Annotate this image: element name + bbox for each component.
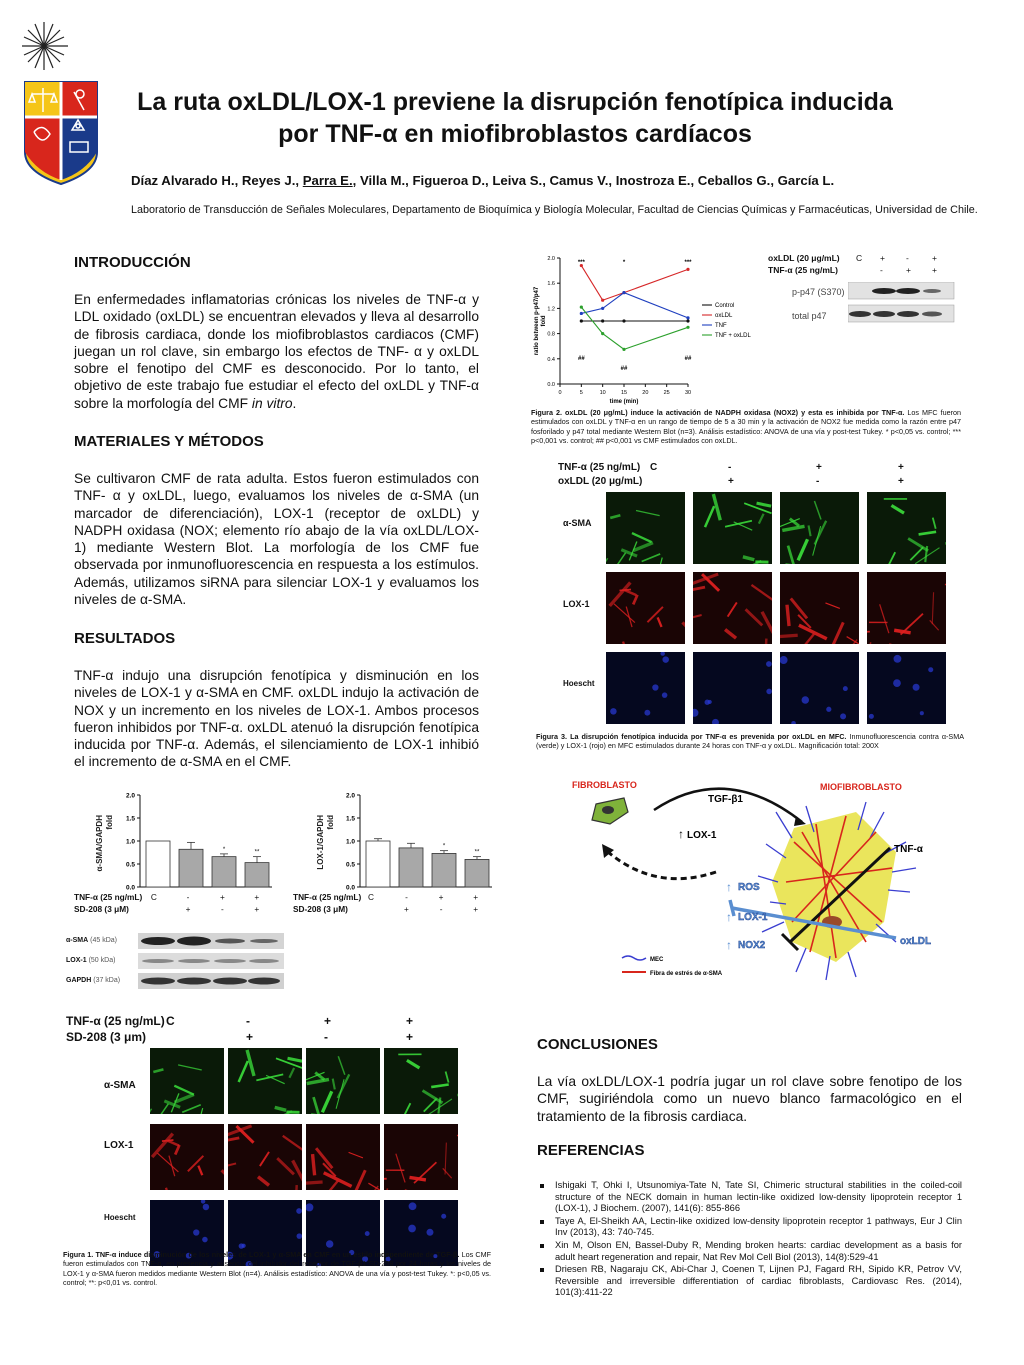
lox-chart-ytick-label: 0.5	[345, 861, 355, 869]
lox-chart-ytick-label: 0.0	[345, 884, 355, 892]
p47-point	[580, 319, 583, 322]
fig1-blot-gapdh: GAPDH	[66, 977, 92, 984]
fig1b-sd-2: +	[473, 904, 479, 914]
p47-ylabel: ratio between p-p47/p47	[534, 286, 540, 356]
chart1-ylabel	[95, 815, 104, 872]
p47-point	[580, 312, 583, 315]
fig1-blot-gapdh-kda: (37 kDa)	[93, 977, 121, 984]
fig3-asma-label: α-SMA	[563, 518, 592, 528]
fig1-sd-0: +	[185, 904, 191, 914]
methods-text: Se cultivaron CMF de rata adulta. Estos fueron estimulados con TNF- α y oxLDL, luego, evaluamos los niveles de α-SMA (un marcador de diferenciación), LOX-1 (receptor de oxLDL) y NADPH oxidasa (NOX; elemento río abajo de la vía oxLDL/LOX-1) mediante Western Blot. La morfología de los CMF fue observada por inmunofluorescencia en respuesta a los estímulos. Además, utilizamos siRNA para silenciar LOX-1 y evaluamos los niveles de α-SMA.	[74, 471, 479, 608]
micrograph-tile	[606, 492, 685, 564]
diagram-tgf: TGF-β1	[708, 794, 743, 805]
p47-point	[622, 291, 625, 294]
diagram-oxldl: oxLDL	[900, 936, 932, 947]
micrograph-tile	[693, 492, 772, 564]
results-heading: RESULTADOS	[74, 630, 176, 647]
diagram-miofibroblasto: MIOFIBROBLASTO	[820, 782, 902, 792]
p47-ytick-label: 0.4	[547, 356, 555, 363]
p47-ytick-label: 1.6	[547, 281, 555, 288]
p47-xtick-label: 20	[642, 390, 649, 396]
p47-xlabel: time (min)	[609, 399, 639, 405]
p47-xtick-label: 10	[599, 390, 606, 396]
affiliation: Laboratorio de Transducción de Señales Moleculares, Departamento de Bioquímica y Biología Molecular, Facultad de Ciencias Químicas y Farmacéuticas, Universidad de Chile.	[131, 204, 978, 216]
fig1-tnf-1: +	[219, 892, 225, 902]
reference-item: Xin M, Olson EN, Bassel-Duby R, Mending broken hearts: cardiac development as a basis for adult heart regeneration and repair, Nat Rev Mol Cell Biol (2013), 14(8):529-41	[538, 1240, 962, 1263]
p47-series-line	[581, 293, 688, 318]
authors	[131, 173, 991, 188]
fig1-micro-header	[66, 1014, 466, 1044]
fig3-caption-bold: Figura 3. La disrupción fenotípica inducida por TNF-α es prevenida por oxLDL en MFC.	[536, 732, 847, 741]
micrograph-tile	[867, 572, 946, 644]
poster-title	[100, 86, 930, 150]
fig3-tnf-1: +	[816, 462, 822, 473]
fig1b-tnf-1: +	[438, 892, 444, 902]
fig3-hoescht-label: Hoescht	[563, 679, 595, 688]
fig3-caption	[536, 732, 964, 751]
micrograph-tile	[384, 1124, 458, 1190]
micrograph-tile	[228, 1048, 302, 1114]
fig1-caption-text: Los CMF fueron estimulados con TNF-α, en presencia y ausencia del inhibidor del receptor de TGF-β1 SD-208 por 24 horas y los niveles de LOX-1 y α-SMA fueron medidos mediante Western Blot (n=4). Análisis estadístico: ANOVA de una vía y post-test Tukey. *: p<0,05 vs. control; **: p<0,01 vs. control.	[63, 1250, 491, 1288]
micrograph-tile	[606, 652, 685, 724]
fig1-blot-asma: α-SMA	[66, 937, 89, 944]
fig2-wb-bands	[848, 282, 956, 324]
references-list	[538, 1180, 962, 1300]
p47-ytick-label: 0.0	[547, 382, 555, 388]
intro-body: En enfermedades inflamatorias crónicas los niveles de TNF-α y LDL oxidado (oxLDL) se encuentran elevados y lleva al desarrollo de fibrosis cardiaca, donde los miofibroblastos cardiacos (CMF) juegan un rol clave, sin embargo los efectos de TNF- α y oxLDL sobre el fenotipo del CMF es desconocido. Por lo tanto, el objetivo de este trabajo fue estudiar el efecto del oxLDL y TNF-α sobre la morfología del CMF	[74, 292, 479, 411]
figure2-line-svg	[526, 250, 762, 410]
fig3-tnf-2: +	[898, 462, 904, 473]
university-logo	[22, 22, 100, 187]
fig1-c: C	[150, 892, 157, 902]
fig1-sd-label: SD-208 (3 μM)	[74, 904, 129, 914]
fig2-caption-text: Los MFC fueron estimulados con oxLDL y TNF-α en un rango de tiempo de 5 a 30 min y la activación de NOX2 fue medida como la razón entre p47 fosforilado y p47 total mediante Western Blot (n=3). Análisis estadístico: ANOVA de una vía y post-test Tukey. * p<0,05 vs. control; *** p<0,001 vs. control; ## p<0,001 vs CMF estimulados con oxLDL.	[531, 408, 961, 446]
fig1-tnf-2: +	[254, 892, 260, 902]
p47-xtick-label: 15	[620, 390, 628, 396]
lox-chart-bar	[432, 853, 456, 887]
fig2-wb-tnf: TNF-α (25 ng/mL)	[768, 265, 838, 275]
methods-heading: MATERIALES Y MÉTODOS	[74, 433, 264, 450]
lox-chart-annotation: **	[474, 849, 480, 856]
fig1-micro-hoescht-label: Hoescht	[104, 1213, 136, 1222]
diagram-lox-up: LOX-1	[687, 830, 717, 841]
diagram-lox-mid: LOX-1	[738, 912, 768, 923]
title-line-1: La ruta oxLDL/LOX-1 previene la disrupción fenotípica inducida	[137, 88, 893, 116]
p47-xtick-label: 30	[684, 390, 692, 396]
lox-chart-annotation: *	[442, 843, 446, 850]
p47-ylabel-fold: fold	[541, 315, 547, 327]
fig2-wb-tnf-1: +	[906, 265, 911, 275]
fig1-blot-bands	[138, 933, 286, 993]
p47-point	[580, 306, 583, 309]
fig1-blot-asma-kda: (45 kDa)	[90, 937, 117, 944]
p47-series-line	[581, 307, 688, 349]
p47-legend-label: TNF + oxLDL	[715, 333, 751, 339]
fig3-ox-2: +	[898, 476, 904, 487]
fig3-lox-label: LOX-1	[563, 599, 590, 609]
fig1b-tnf-label: TNF-α (25 ng/mL)	[293, 892, 362, 902]
chart1-ylabel-fold: fold	[105, 815, 114, 830]
asma-chart-ytick-label: 0.0	[125, 884, 135, 892]
authors-presenter: Parra E.	[302, 173, 353, 188]
fig2-wb-pp47: p-p47 (S370)	[792, 287, 845, 297]
myofibroblast-cell	[758, 802, 916, 980]
fig2-wb-total: total p47	[792, 311, 827, 321]
p47-ytick-label: 1.2	[547, 306, 555, 313]
p47-point	[601, 307, 604, 310]
micrograph-tile	[693, 652, 772, 724]
fig1b-sd-1: -	[439, 904, 443, 914]
fig2-wb-ox-2: +	[932, 253, 937, 263]
fig3-ox-0: +	[728, 476, 734, 487]
fig1-sd-1: -	[221, 904, 224, 914]
fig1b-tnf-0: -	[405, 892, 408, 902]
fig1-row-labels-left	[74, 892, 274, 914]
p47-legend-label: Control	[715, 303, 735, 309]
results-text: TNF-α indujo una disrupción fenotípica y disminución en los niveles de LOX-1 y α-SMA en CMF. oxLDL indujo la activación de NOX y un incremento en los niveles de LOX-1. Ambos procesos fueron inhibidos por TNF-α. oxLDL atenuó la disrupción fenotípica inducida por TNF-α. Además, el silenciamiento de LOX-1 inhibió el incremento de α-SMA en el CMF.	[74, 668, 479, 770]
diagram-legend-mec: MEC	[650, 957, 664, 963]
intro-end: .	[292, 395, 297, 411]
fig2-caption	[531, 408, 961, 446]
asma-chart-ytick-label: 1.0	[125, 838, 135, 846]
intro-text	[74, 291, 479, 412]
micrograph-tile	[867, 492, 946, 564]
references-heading: REFERENCIAS	[537, 1142, 645, 1159]
asma-chart-ytick-label: 2.0	[125, 792, 135, 800]
fig1-blot-lox-kda: (50 kDa)	[88, 957, 116, 964]
up-arrow-lox: ↑	[678, 827, 684, 841]
p47-point	[686, 326, 689, 329]
asma-chart-bar	[212, 857, 236, 887]
lox-chart-bar	[399, 848, 423, 887]
intro-heading: INTRODUCCIÓN	[74, 254, 191, 271]
fig1b-c: C	[368, 892, 374, 902]
authors-pre: Díaz Alvarado H., Reyes J.,	[131, 173, 303, 188]
lox-chart-ytick-label: 2.0	[345, 792, 355, 800]
p47-point	[601, 299, 604, 302]
asma-chart-annotation: **	[254, 849, 260, 856]
fig3-tnf: TNF-α (25 ng/mL)	[558, 462, 641, 473]
fig2-caption-bold: Figura 2. oxLDL (20 μg/mL) induce la activación de NADPH oxidasa (NOX2) y esta es inhibida por TNF-α.	[531, 408, 905, 417]
micrograph-tile	[150, 1124, 224, 1190]
micrograph-tile	[780, 652, 859, 724]
fig1-tnf-label: TNF-α (25 ng/mL)	[74, 892, 143, 902]
fig1-grid-sd-2: +	[406, 1030, 414, 1044]
p47-point	[686, 316, 689, 319]
chart2-ylabel-fold: fold	[326, 815, 335, 830]
p47-point	[686, 319, 689, 322]
chart2-ylabel: LOX-1/GAPDH	[316, 815, 325, 870]
fig3-tnf-0: -	[728, 462, 732, 473]
asma-chart-bar	[179, 849, 203, 887]
fig1-row-labels-right	[293, 892, 493, 914]
fig1-grid-tnf-0: -	[246, 1014, 250, 1028]
fig1-caption-bold: Figura 1. TNF-α induce disminución de los niveles de LOX-1 y α-SMA en CMF en un estilo independiente de TGF-β.	[63, 1250, 460, 1259]
fig3-micro-grid	[606, 492, 952, 724]
micrograph-tile	[780, 572, 859, 644]
up-arrow-lox-mid: ↑	[726, 910, 732, 924]
fig1-grid-sd-0: +	[246, 1030, 254, 1044]
fig3-caption-text: Inmunofluorescencia contra α-SMA (verde) y LOX-1 (rojo) en MFC estimulados durante 24 horas con TNF-α y oxLDL. Magnificación total: 200X	[536, 732, 965, 751]
p47-point	[686, 268, 689, 271]
fig1b-tnf-2: +	[473, 892, 479, 902]
title-line-2: por TNF-α en miofibroblastos cardíacos	[278, 120, 752, 148]
fig3-ox-1: -	[816, 476, 820, 487]
p47-series-line	[581, 266, 688, 301]
mechanism-diagram	[566, 772, 966, 989]
fig1-tnf-0: -	[186, 892, 190, 902]
lox-chart-ytick-label: 1.0	[345, 838, 355, 846]
fig2-wb-oxldl: oxLDL (20 μg/mL)	[768, 253, 840, 263]
fig2-wb-tnf-0: -	[880, 265, 883, 275]
micrograph-tile	[150, 1048, 224, 1114]
legend-mec-line	[622, 956, 646, 960]
p47-point	[622, 348, 625, 351]
p47-legend-label: oxLDL	[715, 313, 733, 319]
lox-chart-bar	[366, 841, 390, 887]
conclusions-heading: CONCLUSIONES	[537, 1036, 658, 1053]
fig1-blot-lox: LOX-1	[66, 957, 87, 964]
conclusions-text: La vía oxLDL/LOX-1 podría jugar un rol clave sobre fenotipo de los CMF, sugiriéndola como un nuevo blanco farmacológico en el tratamiento de la fibrosis cardiaca.	[537, 1074, 962, 1124]
fig1-grid-c: C	[166, 1014, 175, 1028]
lox-chart-ytick-label: 1.5	[345, 815, 355, 823]
up-arrow-nox2: ↑	[726, 938, 732, 952]
fig1-micro-asma-label: α-SMA	[104, 1080, 136, 1091]
p47-annotation-bottom: ##	[577, 356, 585, 362]
intro-italic: in vitro	[251, 395, 293, 411]
p47-ytick-label: 2.0	[547, 256, 555, 262]
fig3-c: C	[650, 462, 658, 473]
up-arrow-ros: ↑	[726, 880, 732, 894]
p47-point	[622, 319, 625, 322]
fig1-grid-tnf: TNF-α (25 ng/mL)	[66, 1014, 165, 1028]
fig1-grid-sd-1: -	[324, 1030, 328, 1044]
p47-annotation-bottom: ##	[620, 366, 628, 372]
diagram-legend-fibra: Fibra de estrés de α-SMA	[650, 971, 723, 977]
fig2-wb-header	[768, 253, 968, 275]
fig2-wb-ox-0: +	[880, 253, 885, 263]
fig3-oxldl: oxLDL (20 μg/mL)	[558, 476, 643, 487]
lox-chart-bar	[465, 859, 489, 887]
reference-item: Ishigaki T, Ohki I, Utsunomiya-Tate N, Tate SI, Chimeric structural stabilities in the coiled-coil structure of the NECK domain in human lectin-like oxidized low-density lipoprotein receptor 1 (LOX-1), J Biochem. (2007), 141(6): 855-866	[538, 1180, 962, 1215]
figure2-line-chart	[526, 250, 762, 415]
p47-xtick-label: 5	[579, 390, 583, 396]
p47-annotation-bottom: ##	[684, 356, 692, 362]
fig1b-sd-0: +	[404, 904, 409, 914]
asma-chart-bar	[146, 841, 170, 887]
diagram-nox2: NOX2	[738, 940, 766, 951]
fig2-wb-ox-1: -	[906, 253, 909, 263]
reference-item: Driesen RB, Nagaraju CK, Abi-Char J, Coenen T, Lijnen PJ, Fagard RH, Sipido KR, Petrov VV, Reversible and irreversible differentiation of cardiac fibroblasts, Cardiovasc Res. (2014), 101(3):411-22	[538, 1264, 962, 1299]
p47-annotation-top: ***	[577, 260, 585, 266]
p47-annotation-top: ***	[684, 260, 692, 266]
asma-chart-ytick-label: 1.5	[125, 815, 135, 823]
micrograph-tile	[228, 1124, 302, 1190]
p47-xtick-label: 25	[663, 390, 670, 396]
fibroblast-nucleus	[602, 806, 614, 814]
reference-item: Taye A, El-Sheikh AA, Lectin-like oxidized low-density lipoprotein receptor 1 pathways, Eur J Clin Inv (2013), 43: 740-745.	[538, 1216, 962, 1239]
micrograph-tile	[693, 572, 772, 644]
asma-chart-ytick-label: 0.5	[125, 861, 135, 869]
fig1-sd-2: +	[254, 904, 260, 914]
diagram-fibroblasto: FIBROBLASTO	[572, 780, 637, 790]
fig1-grid-tnf-2: +	[406, 1014, 414, 1028]
asma-chart-bar	[245, 863, 269, 887]
p47-point	[601, 319, 604, 322]
fig1-caption	[63, 1250, 491, 1288]
fig2-wb-tnf-2: +	[932, 265, 937, 275]
p47-point	[601, 332, 604, 335]
fig1b-sd-label: SD-208 (3 μM)	[293, 904, 348, 914]
fig1-micro-grid	[150, 1048, 456, 1268]
diagram-dashed-arrow	[608, 852, 716, 879]
diagram-svg	[566, 772, 966, 984]
micrograph-tile	[306, 1048, 380, 1114]
p47-plot-area	[534, 256, 752, 405]
fig1-micro-lox-label: LOX-1	[104, 1140, 134, 1151]
diagram-ros: ROS	[738, 882, 760, 893]
p47-xtick-label: 0	[558, 390, 562, 396]
micrograph-tile	[384, 1048, 458, 1114]
micrograph-tile	[306, 1124, 380, 1190]
fig1-grid-sd: SD-208 (3 μm)	[66, 1030, 147, 1044]
asma-chart-annotation: *	[222, 846, 226, 853]
micrograph-tile	[867, 652, 946, 724]
authors-post: , Villa M., Figueroa D., Leiva S., Camus V., Inostroza E., Ceballos G., García L.	[352, 173, 835, 188]
micrograph-tile	[606, 572, 685, 644]
p47-ytick-label: 0.8	[547, 331, 555, 338]
p47-legend-label: TNF	[715, 323, 727, 329]
p47-annotation-top: *	[622, 260, 626, 266]
chart1-ylabel-1: α-SMA/GAPDH	[95, 815, 104, 872]
fig1-grid-tnf-1: +	[324, 1014, 332, 1028]
diagram-tnf: TNF-α	[894, 844, 923, 855]
fig2-wb-c: C	[856, 253, 863, 263]
fig3-header	[558, 462, 958, 487]
micrograph-tile	[780, 492, 859, 564]
